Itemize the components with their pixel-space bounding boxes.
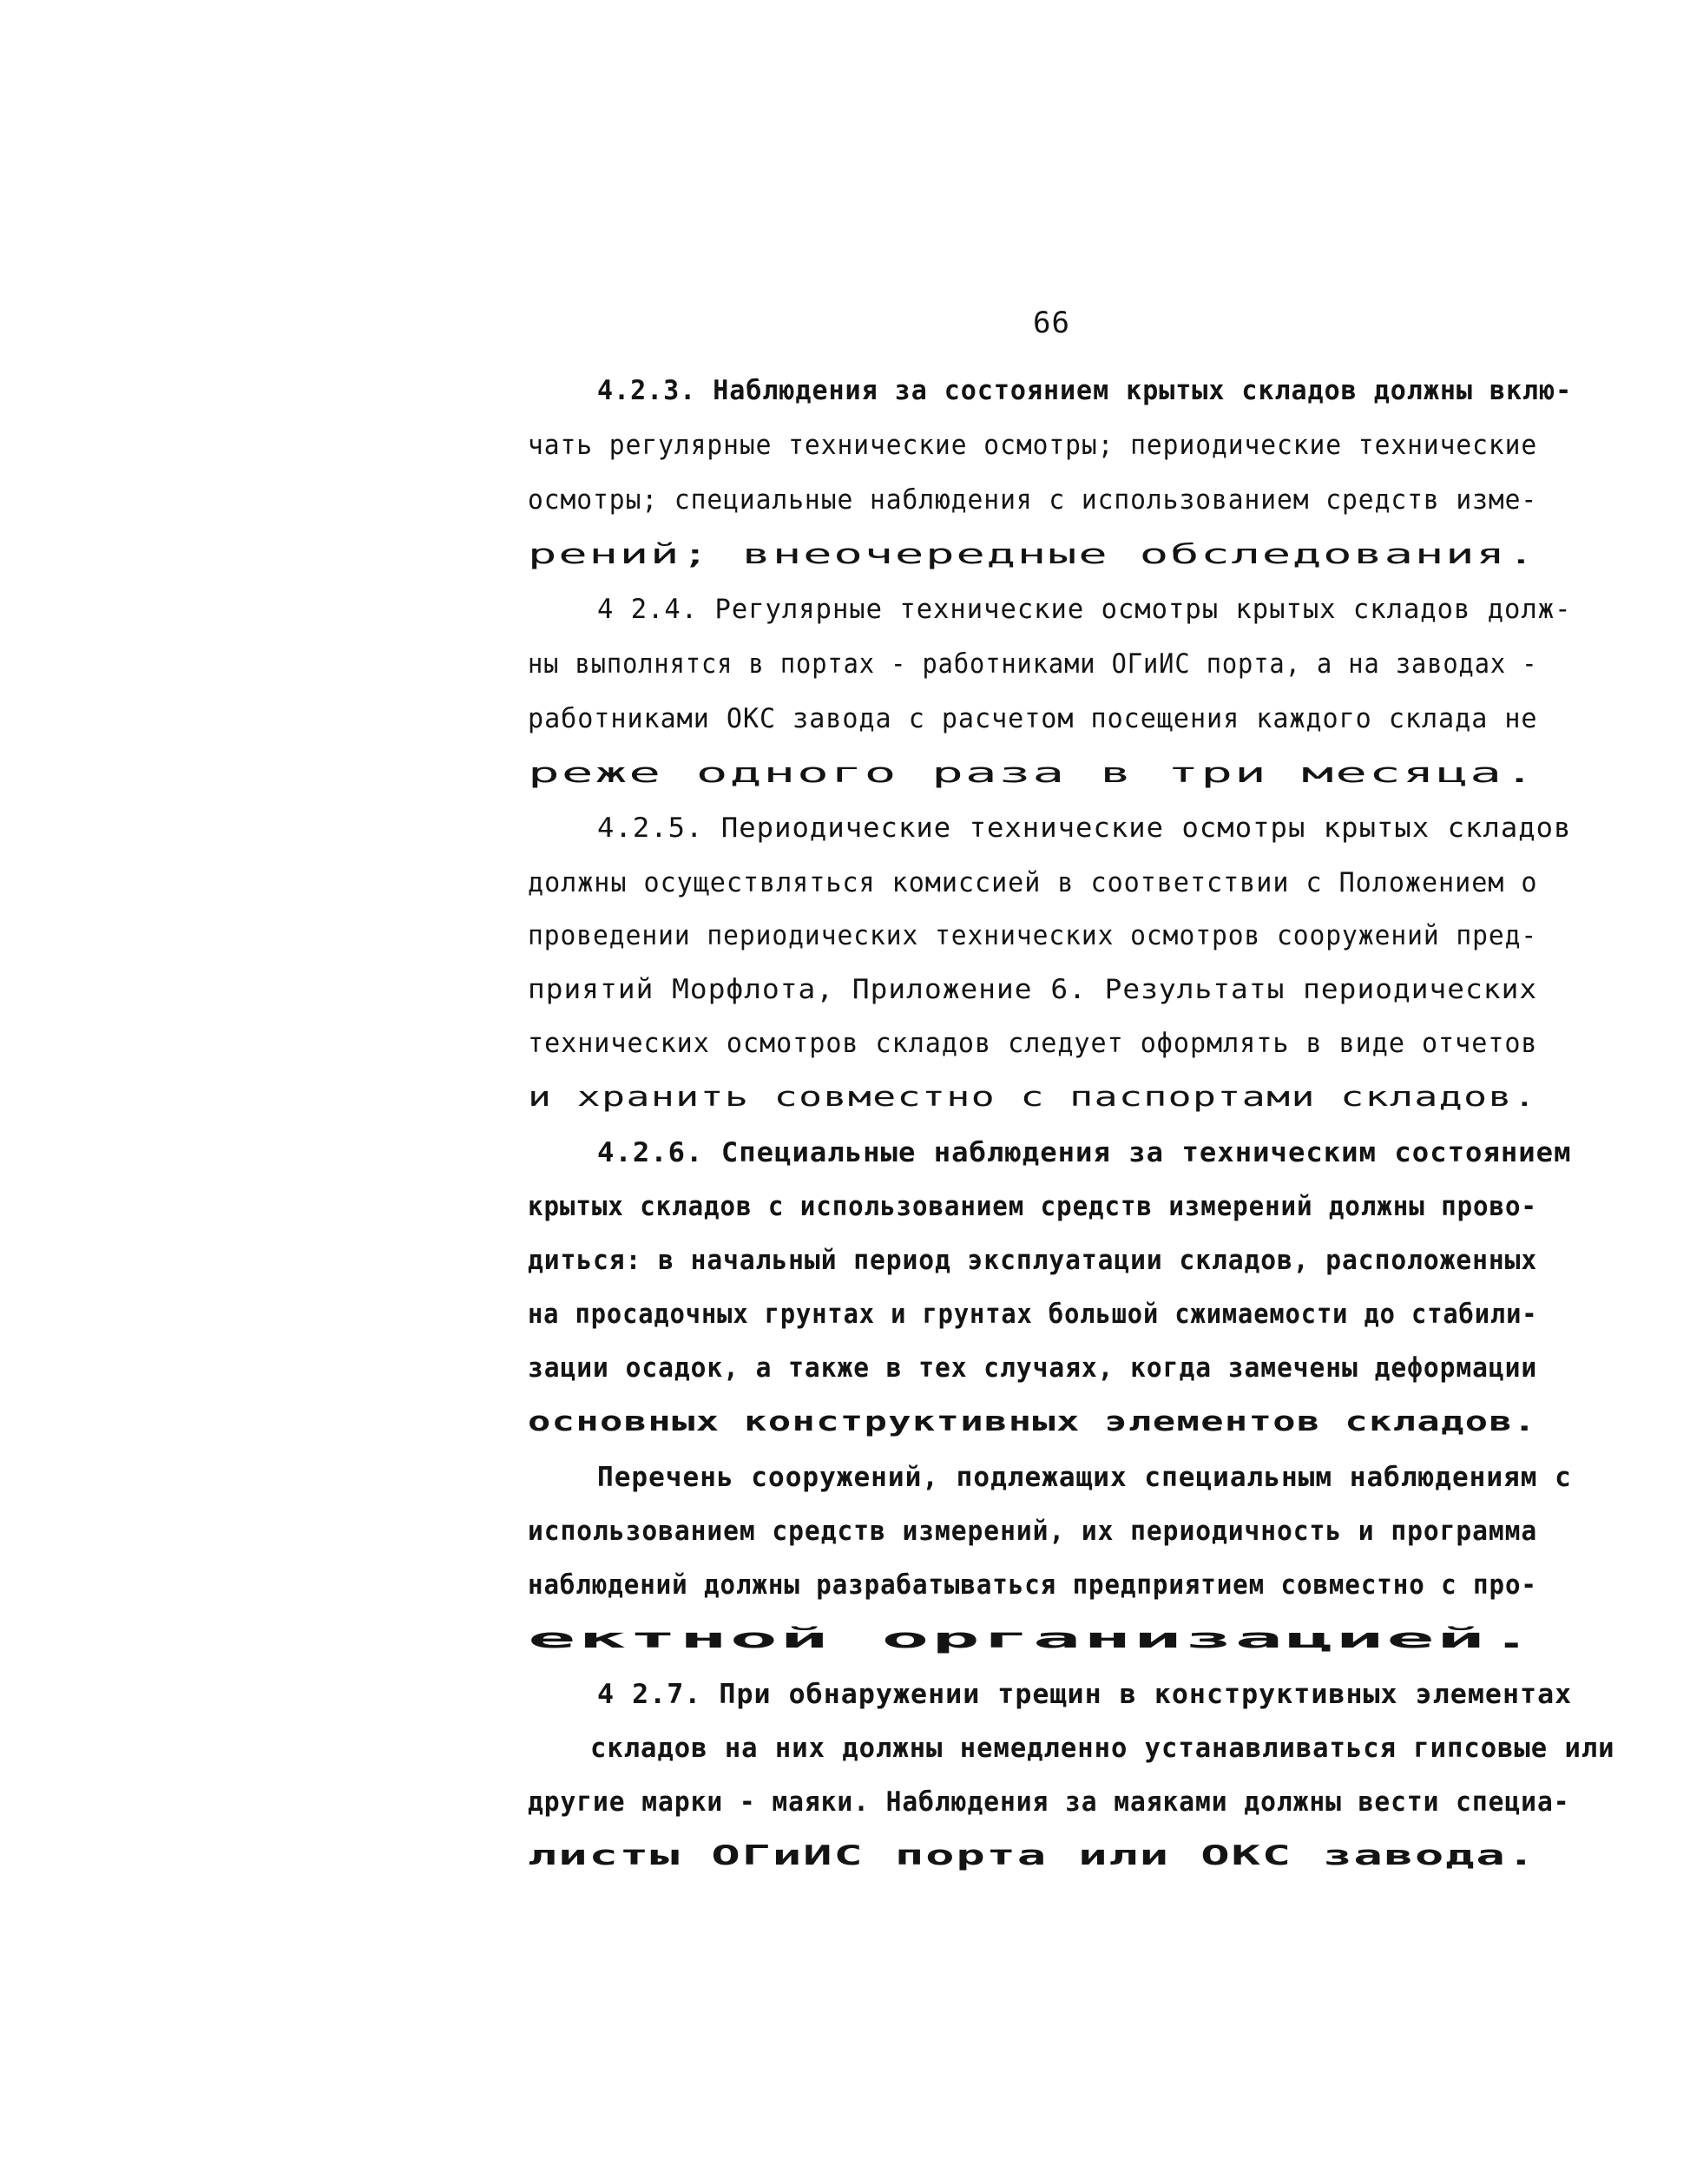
text-line: чать регулярные технические осмотры; периодические технические (528, 430, 1538, 461)
text-line: 4 2.4. Регулярные технические осмотры крытых складов долж- (597, 594, 1572, 625)
text-line: на просадочных грунтах и грунтах большой сжимаемости до стабили- (528, 1299, 1538, 1330)
page-number: 66 (1033, 306, 1070, 340)
text-line: ны выполнятся в портах - работниками ОГиИС порта, а на заводах - (528, 648, 1538, 680)
text-line: зации осадок, а также в тех случаях, когда замечены деформации (528, 1352, 1538, 1384)
text-line: листы ОГиИС порта или ОКС завода. (528, 1840, 1537, 1872)
text-line: крытых складов с использованием средств измерений должны прово- (528, 1191, 1537, 1222)
text-line: наблюдений должны разрабатываться предприятием совместно с про- (528, 1569, 1537, 1601)
text-line: приятий Морфлота, Приложение 6. Результаты периодических (528, 974, 1538, 1005)
text-line: осмотры; специальные наблюдения с использованием средств изме- (528, 484, 1538, 516)
text-line: проведении периодических технических осмотров сооружений пред- (528, 920, 1538, 951)
text-line: и хранить совместно с паспортами складов. (528, 1082, 1538, 1113)
text-line: основных конструктивных элементов складов. (528, 1406, 1537, 1437)
text-line: работниками ОКС завода с расчетом посещения каждого склада не (528, 703, 1538, 734)
text-line: рений; внеочередные обследования. (528, 539, 1537, 570)
text-line: диться: в начальный период эксплуатации складов, расположенных (528, 1245, 1538, 1276)
text-line: 4 2.7. При обнаружении трещин в конструктивных элементах (597, 1679, 1573, 1710)
text-line: 4.2.3. Наблюдения за состоянием крытых складов должны вклю- (597, 375, 1573, 406)
text-line: другие марки - маяки. Наблюдения за маяками должны вести специа- (528, 1786, 1570, 1818)
text-line: использованием средств измерений, их периодичность и программа (528, 1516, 1538, 1547)
text-line: 4.2.5. Периодические технические осмотры крытых складов (597, 812, 1572, 844)
text-line: должны осуществляться комиссией в соответствии с Положением о (528, 867, 1538, 898)
text-line: Перечень сооружений, подлежащих специальным наблюдениям с (597, 1462, 1572, 1493)
text-line: реже одного раза в три месяца. (528, 758, 1537, 789)
text-line: ектной организацией. (528, 1623, 1538, 1654)
text-line: 4.2.6. Специальные наблюдения за техническим состоянием (597, 1137, 1572, 1168)
text-line: технических осмотров складов следует оформлять в виде отчетов (528, 1028, 1538, 1059)
text-line: складов на них должны немедленно устанавливаться гипсовые или (590, 1733, 1615, 1764)
